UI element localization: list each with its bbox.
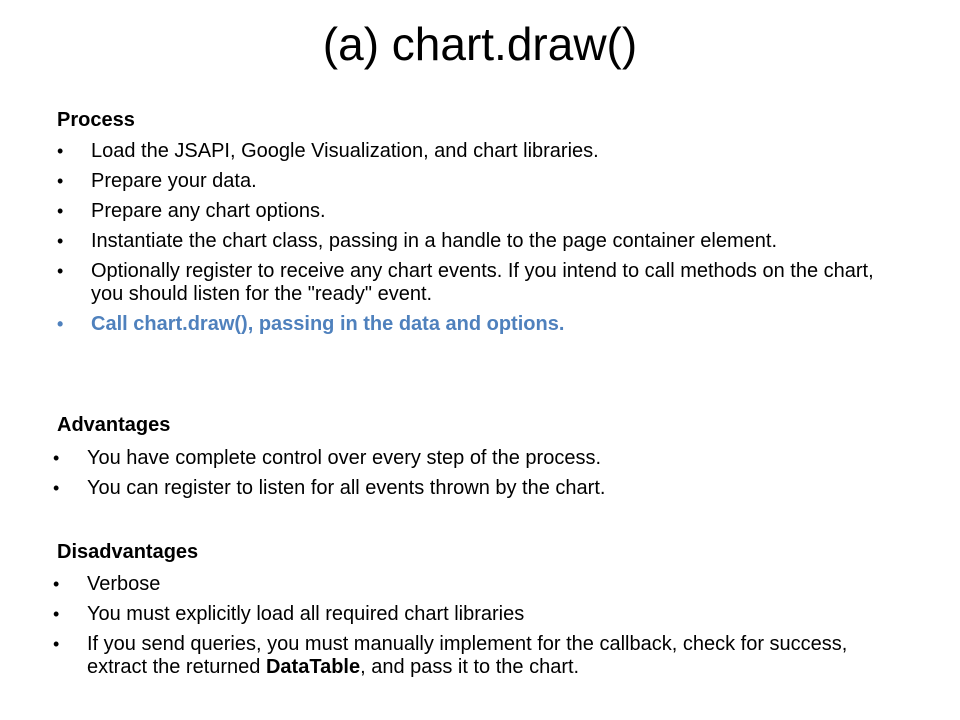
bullet-icon: • <box>57 141 64 161</box>
list-item-text: Prepare any chart options. <box>91 200 326 222</box>
list-item-text: You can register to listen for all events thrown by the chart. <box>87 477 606 499</box>
bullet-icon: • <box>53 604 60 624</box>
list-item <box>53 447 898 470</box>
highlighted-list-item <box>57 313 902 336</box>
list-item <box>53 477 898 500</box>
bullet-icon: • <box>57 314 64 334</box>
list-item <box>53 633 898 679</box>
list-item <box>53 603 898 626</box>
bullet-icon: • <box>57 231 64 251</box>
bullet-icon: • <box>57 201 64 221</box>
datatable-term: DataTable <box>265 656 361 678</box>
list-item-text: Optionally register to receive any chart events. If you intend to call methods on the chart, you should listen for the "ready" event. <box>91 260 874 305</box>
list-item-text: Load the JSAPI, Google Visualization, and chart libraries. <box>91 140 599 162</box>
list-item-text: You must explicitly load all required chart libraries <box>87 603 525 625</box>
bullet-icon: • <box>57 171 64 191</box>
list-item <box>57 260 902 306</box>
list-item-text: Verbose <box>87 573 161 595</box>
bullet-icon: • <box>53 634 60 654</box>
bullet-icon: • <box>53 478 60 498</box>
list-item-text: Instantiate the chart class, passing in a handle to the page container element. <box>91 230 777 252</box>
list-item-text: Call chart.draw(), passing in the data and options. <box>91 313 565 335</box>
slide-title: (a) chart.draw() <box>322 18 638 70</box>
list-item <box>57 200 902 223</box>
advantages-heading: Advantages <box>57 414 171 436</box>
advantages-list <box>53 447 898 507</box>
bullet-icon: • <box>53 574 60 594</box>
process-list <box>57 140 902 343</box>
disadvantages-heading: Disadvantages <box>57 541 199 563</box>
bullet-icon: • <box>57 261 64 281</box>
bullet-icon: • <box>53 448 60 468</box>
disadvantages-list <box>53 573 898 686</box>
list-item <box>57 170 902 193</box>
list-item <box>57 230 902 253</box>
list-item <box>53 573 898 596</box>
process-heading: Process <box>57 109 135 131</box>
list-item-text-before: If you send queries, you must manually implement for the callback, check for success, extract the returned <box>87 633 848 678</box>
list-item-text-after: , and pass it to the chart. <box>360 656 580 678</box>
list-item-text: Prepare your data. <box>91 170 257 192</box>
list-item-text: You have complete control over every step of the process. <box>87 447 601 469</box>
list-item <box>57 140 902 163</box>
